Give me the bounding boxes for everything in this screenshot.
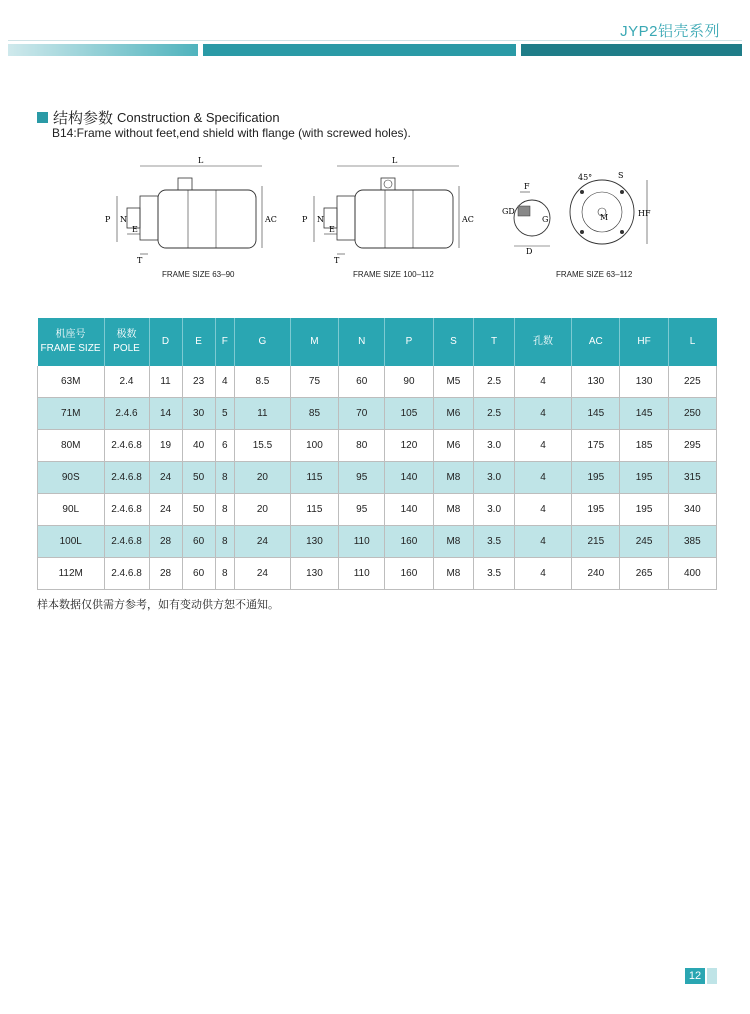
table-cell: 4 (514, 526, 571, 558)
table-cell: 6 (215, 430, 234, 462)
table-cell: 8 (215, 494, 234, 526)
table-cell: 75 (290, 366, 338, 398)
table-cell: M5 (433, 366, 474, 398)
dim-label-gd: GD (502, 207, 515, 216)
table-cell: 95 (339, 462, 385, 494)
table-cell: 5 (215, 398, 234, 430)
table-cell: 3.5 (474, 558, 515, 590)
disclaimer-note: 样本数据仅供需方参考，如有变动供方恕不通知。 (37, 598, 279, 611)
dim-label-p: P (105, 215, 111, 224)
dim-label-e: E (132, 225, 138, 234)
table-cell: 15.5 (235, 430, 291, 462)
table-cell: 110 (339, 558, 385, 590)
drawing-frame-100-112 (297, 150, 477, 268)
table-cell: 225 (668, 366, 716, 398)
table-cell: 105 (385, 398, 433, 430)
dim-label-p: P (302, 215, 308, 224)
table-cell: 4 (514, 430, 571, 462)
table-cell: 130 (290, 558, 338, 590)
section-heading (37, 107, 280, 128)
table-cell: 80 (339, 430, 385, 462)
table-cell: 120 (385, 430, 433, 462)
drawing-frame-63-90 (100, 150, 280, 268)
table-row (38, 430, 717, 462)
table-cell: 28 (149, 558, 182, 590)
table-cell: 50 (182, 462, 215, 494)
table-cell: 2.4.6 (104, 398, 149, 430)
table-cell: 90S (38, 462, 105, 494)
table-cell: 4 (514, 558, 571, 590)
drawing-shaft-flange (492, 150, 662, 268)
table-cell: M6 (433, 430, 474, 462)
header-s: S (433, 318, 474, 366)
section-title-en: Construction & Specification (117, 110, 280, 125)
page-number: 12 (685, 968, 705, 984)
table-cell: 19 (149, 430, 182, 462)
table-cell: 250 (668, 398, 716, 430)
table-cell: 24 (235, 558, 291, 590)
table-cell: 2.4.6.8 (104, 494, 149, 526)
table-cell: 28 (149, 526, 182, 558)
table-cell: 3.5 (474, 526, 515, 558)
table-cell: 2.5 (474, 366, 515, 398)
table-cell: 11 (235, 398, 291, 430)
table-cell: 8 (215, 462, 234, 494)
table-cell: 100 (290, 430, 338, 462)
table-cell: 70 (339, 398, 385, 430)
table-cell: 8 (215, 558, 234, 590)
table-cell: M8 (433, 558, 474, 590)
table-cell: 4 (514, 398, 571, 430)
table-cell: 14 (149, 398, 182, 430)
table-cell: 60 (339, 366, 385, 398)
header-e: E (182, 318, 215, 366)
table-row (38, 558, 717, 590)
dim-label-ac: AC (265, 215, 277, 224)
caption-frame-63-112: FRAME SIZE 63–112 (556, 270, 633, 279)
table-cell: 100L (38, 526, 105, 558)
dim-label-m: M (600, 213, 609, 222)
table-cell: 195 (620, 462, 668, 494)
table-cell: 24 (235, 526, 291, 558)
spec-table (37, 318, 717, 590)
table-cell: 4 (514, 462, 571, 494)
table-cell: 385 (668, 526, 716, 558)
table-cell: 175 (572, 430, 620, 462)
table-cell: 95 (339, 494, 385, 526)
table-cell: M8 (433, 494, 474, 526)
table-cell: 30 (182, 398, 215, 430)
table-cell: 145 (620, 398, 668, 430)
table-cell: M8 (433, 462, 474, 494)
header-l: L (668, 318, 716, 366)
table-cell: 80M (38, 430, 105, 462)
table-cell: 185 (620, 430, 668, 462)
dim-label-s: S (618, 171, 624, 180)
table-cell: 130 (572, 366, 620, 398)
table-cell: 130 (290, 526, 338, 558)
table-cell: 245 (620, 526, 668, 558)
dim-label-f: F (524, 182, 530, 191)
table-row (38, 494, 717, 526)
table-cell: 90 (385, 366, 433, 398)
table-cell: 85 (290, 398, 338, 430)
table-body (38, 366, 717, 590)
table-cell: 3.0 (474, 462, 515, 494)
table-cell: 3.0 (474, 430, 515, 462)
header-f: F (215, 318, 234, 366)
dim-label-45deg: 45° (578, 173, 593, 182)
table-cell: 3.0 (474, 494, 515, 526)
table-row (38, 366, 717, 398)
header-pole: 极数 POLE (104, 318, 149, 366)
table-cell: 90L (38, 494, 105, 526)
table-header-row (38, 318, 717, 366)
dim-label-g: G (542, 215, 549, 224)
caption-frame-63-90: FRAME SIZE 63–90 (162, 270, 235, 279)
table-row (38, 398, 717, 430)
table-cell: 20 (235, 462, 291, 494)
table-cell: 8 (215, 526, 234, 558)
table-cell: 195 (572, 494, 620, 526)
header-g: G (235, 318, 291, 366)
table-cell: 11 (149, 366, 182, 398)
table-cell: 115 (290, 494, 338, 526)
square-bullet-icon (37, 112, 48, 123)
table-cell: 315 (668, 462, 716, 494)
dim-label-t: T (137, 256, 143, 265)
table-cell: 400 (668, 558, 716, 590)
header-band-mid (203, 44, 516, 56)
header-ac: AC (572, 318, 620, 366)
dim-label-l: L (392, 156, 398, 165)
table-cell: 50 (182, 494, 215, 526)
dim-label-d: D (526, 247, 533, 256)
header-t: T (474, 318, 515, 366)
table-cell: 115 (290, 462, 338, 494)
header-holes: 孔数 (514, 318, 571, 366)
header-band-dark (521, 44, 742, 56)
table-cell: 2.4.6.8 (104, 558, 149, 590)
table-cell: 340 (668, 494, 716, 526)
table-cell: 110 (339, 526, 385, 558)
table-row (38, 462, 717, 494)
dim-label-n: N (120, 215, 127, 224)
header-frame-size: 机座号 FRAME SIZE (38, 318, 105, 366)
table-cell: 8.5 (235, 366, 291, 398)
table-cell: 71M (38, 398, 105, 430)
table-cell: M8 (433, 526, 474, 558)
table-cell: 2.5 (474, 398, 515, 430)
caption-frame-100-112: FRAME SIZE 100–112 (353, 270, 434, 279)
dim-label-hf: HF (638, 209, 651, 218)
header-hf: HF (620, 318, 668, 366)
dim-label-ac: AC (462, 215, 474, 224)
page-number-tab (707, 968, 717, 984)
table-cell: 63M (38, 366, 105, 398)
table-cell: 20 (235, 494, 291, 526)
table-cell: 23 (182, 366, 215, 398)
header-p: P (385, 318, 433, 366)
table-cell: 140 (385, 462, 433, 494)
table-cell: 215 (572, 526, 620, 558)
header-d: D (149, 318, 182, 366)
dim-label-t: T (334, 256, 340, 265)
motor-side-view-diagram-large (297, 150, 477, 268)
series-title: JYP2铝壳系列 (620, 23, 720, 40)
header-n: N (339, 318, 385, 366)
header-m: M (290, 318, 338, 366)
table-cell: 145 (572, 398, 620, 430)
table-row (38, 526, 717, 558)
dim-label-e: E (329, 225, 335, 234)
section-title-cn: 结构参数 (53, 109, 114, 127)
table-cell: 112M (38, 558, 105, 590)
table-cell: 4 (514, 366, 571, 398)
table-cell: 140 (385, 494, 433, 526)
table-cell: 195 (620, 494, 668, 526)
table-cell: 2.4.6.8 (104, 430, 149, 462)
table-cell: 2.4.6.8 (104, 462, 149, 494)
table-cell: 24 (149, 462, 182, 494)
table-cell: M6 (433, 398, 474, 430)
table-cell: 195 (572, 462, 620, 494)
table-cell: 24 (149, 494, 182, 526)
table-cell: 295 (668, 430, 716, 462)
header-band-light (8, 44, 198, 56)
dim-label-l: L (198, 156, 204, 165)
table-cell: 2.4 (104, 366, 149, 398)
table-cell: 160 (385, 558, 433, 590)
table-cell: 60 (182, 526, 215, 558)
table-cell: 265 (620, 558, 668, 590)
table-cell: 60 (182, 558, 215, 590)
motor-side-view-diagram (100, 150, 280, 268)
table-cell: 160 (385, 526, 433, 558)
table-cell: 40 (182, 430, 215, 462)
dim-label-n: N (317, 215, 324, 224)
table-cell: 4 (215, 366, 234, 398)
table-cell: 130 (620, 366, 668, 398)
table-cell: 4 (514, 494, 571, 526)
section-subtitle: B14:Frame without feet,end shield with flange (with screwed holes). (52, 126, 411, 140)
table-cell: 240 (572, 558, 620, 590)
shaft-and-flange-diagram (492, 150, 662, 268)
table-cell: 2.4.6.8 (104, 526, 149, 558)
